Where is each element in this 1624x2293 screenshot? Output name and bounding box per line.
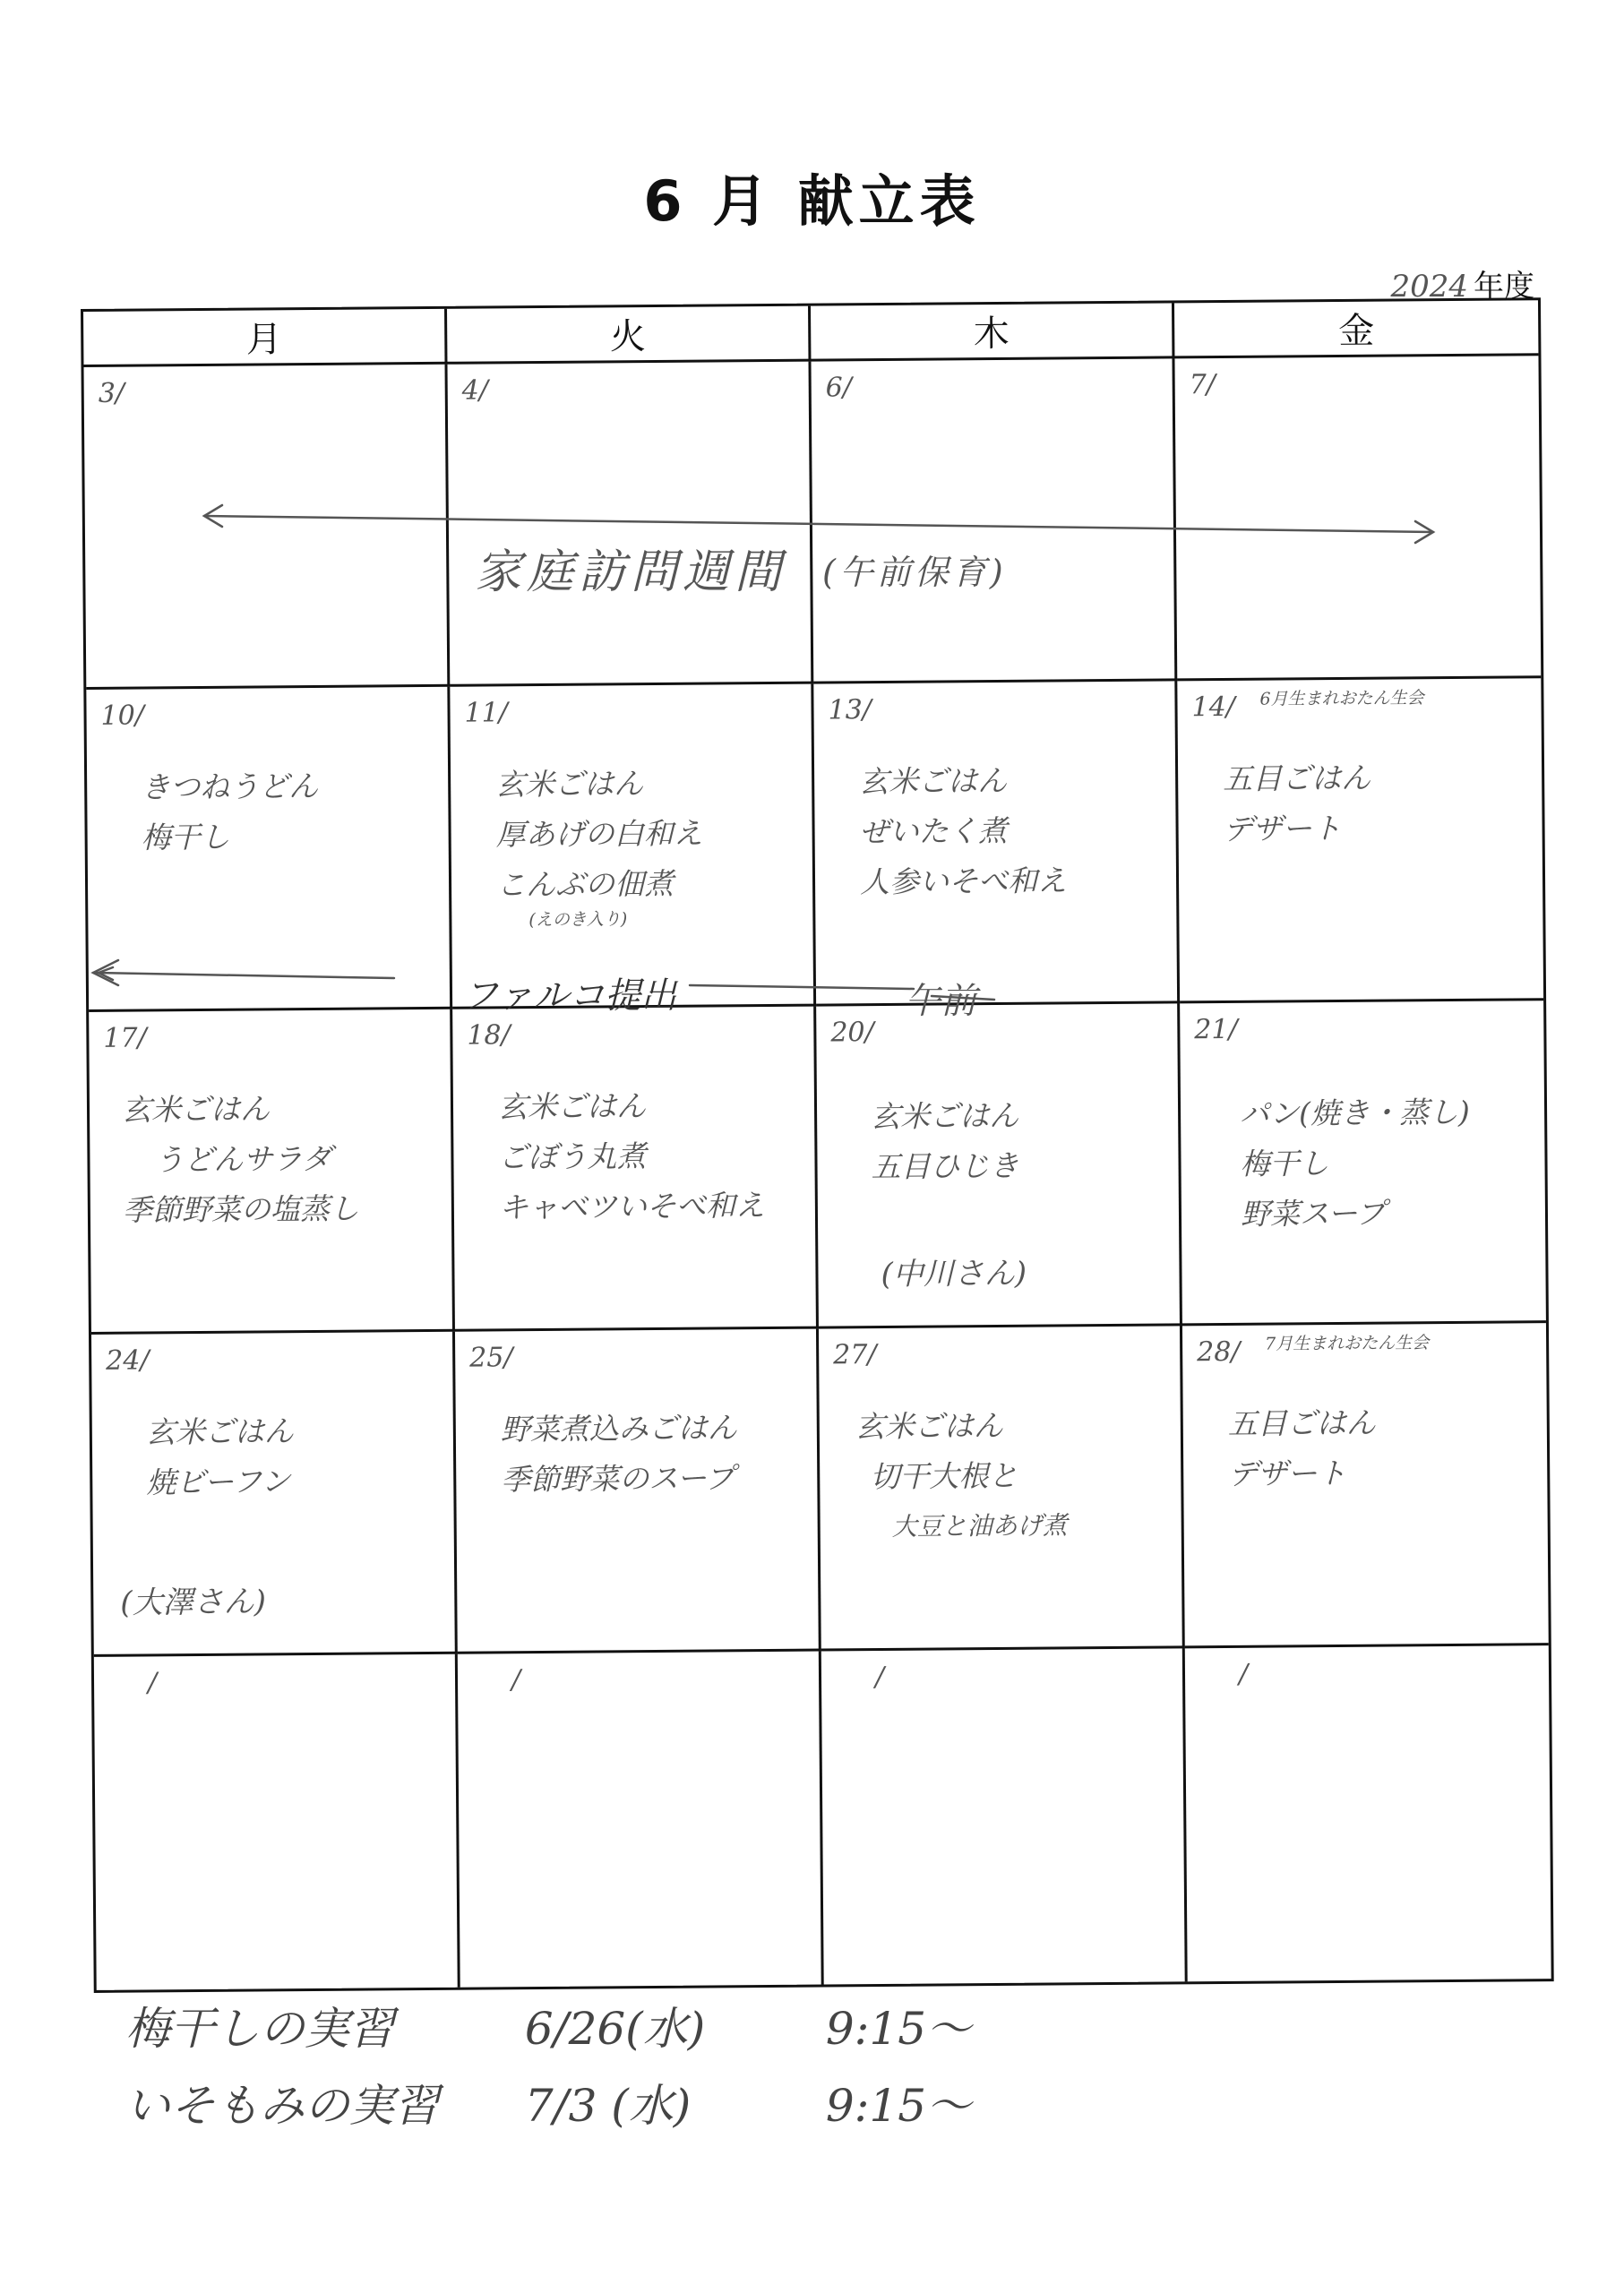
day-date: 10/ <box>100 700 144 732</box>
weekday-header: 木 <box>811 303 1174 361</box>
day-date: 27/ <box>833 1339 877 1371</box>
day-cell <box>1177 678 1543 1003</box>
weekday-header: 火 <box>447 306 811 365</box>
farco-label: ファルコ提出 <box>462 975 677 1017</box>
day-menu <box>871 1091 1019 1192</box>
morning-label: 午前 <box>905 981 976 1022</box>
day-date: 3/ <box>98 377 125 409</box>
day-date: / <box>147 1667 158 1699</box>
menu-item: 玄米ごはん <box>495 766 644 803</box>
menu-item: 大豆と油あげ煮 <box>891 1510 1068 1542</box>
day-menu <box>1228 1398 1377 1499</box>
day-date: 18/ <box>467 1019 511 1052</box>
menu-item: 玄米ごはん <box>121 1091 271 1128</box>
menu-item: 梅干し <box>141 819 230 855</box>
training-time: 9:15〜 <box>825 2080 972 2132</box>
day-menu <box>1240 1087 1471 1240</box>
year-suffix: 年度 <box>1474 269 1534 305</box>
day-date: 28/ <box>1197 1335 1241 1369</box>
menu-item: 玄米ごはん <box>497 1088 647 1125</box>
day-menu <box>498 1080 765 1232</box>
day-date: 20/ <box>830 1017 874 1049</box>
training-date: 6/26(水) <box>524 2003 706 2055</box>
menu-item: 五目ごはん <box>1223 760 1371 797</box>
menu-item: デザート <box>1223 810 1342 846</box>
menu-item: キャベツいそべ和え <box>498 1188 766 1225</box>
home-visit-label: 家庭訪問週間 <box>475 545 787 599</box>
day-staff-note: (中川さん) <box>881 1255 1027 1293</box>
menu-item: 厚あげの白和え <box>495 815 703 853</box>
day-date: 25/ <box>469 1342 513 1374</box>
menu-item: 玄米ごはん <box>870 1097 1019 1135</box>
weekday-header: 月 <box>83 309 447 367</box>
day-event: 6月生まれおたん生会 <box>1259 688 1424 709</box>
day-cell <box>89 1009 455 1335</box>
day-date: / <box>511 1664 521 1696</box>
training-notes <box>125 1993 971 2147</box>
menu-item: デザート <box>1228 1455 1347 1491</box>
day-cell <box>86 687 452 1012</box>
day-cell <box>84 365 451 690</box>
training-date: 7/3 (水) <box>524 2080 692 2132</box>
menu-item: こんぶの佃煮 <box>495 865 675 903</box>
day-cell <box>447 362 813 687</box>
menu-item: 玄米ごはん <box>859 762 1008 800</box>
day-menu <box>146 1406 295 1507</box>
menu-item: 五目ひじき <box>871 1147 1019 1185</box>
day-cell <box>94 1654 460 1990</box>
day-cell <box>1180 1001 1546 1326</box>
day-menu <box>495 759 703 931</box>
day-cell <box>1174 356 1541 681</box>
menu-item: ぜいたく煮 <box>859 812 1008 850</box>
menu-item: 切干大根と <box>870 1457 1018 1495</box>
day-cell <box>450 684 816 1009</box>
day-cell <box>816 1003 1182 1328</box>
day-cell <box>1185 1645 1551 1981</box>
day-cell <box>813 681 1180 1006</box>
menu-calendar <box>81 297 1554 1993</box>
menu-item: 季節野菜のスープ <box>501 1460 735 1498</box>
menu-item: パン(焼き・蒸し) <box>1239 1094 1470 1131</box>
day-date: / <box>1238 1658 1249 1690</box>
day-date: 14/ <box>1191 691 1235 724</box>
day-cell <box>91 1332 458 1657</box>
day-date: 7/ <box>1189 369 1216 401</box>
day-cell <box>458 1652 824 1988</box>
year-value: 2024 <box>1390 269 1468 305</box>
menu-item: 人参いそべ和え <box>859 863 1068 900</box>
menu-item: きつねうどん <box>141 768 319 805</box>
day-date: 6/ <box>825 372 853 404</box>
training-note <box>125 2070 971 2147</box>
menu-item-note: (えのき入り) <box>528 909 628 931</box>
training-time: 9:15〜 <box>825 2003 972 2055</box>
day-cell <box>452 1007 819 1332</box>
day-menu <box>141 761 319 863</box>
day-menu <box>859 755 1067 907</box>
menu-item: 玄米ごはん <box>855 1407 1003 1445</box>
day-date: 24/ <box>106 1344 150 1377</box>
menu-item: 玄米ごはん <box>145 1413 294 1450</box>
page-title: 6 月 献立表 <box>643 168 981 234</box>
day-date: 11/ <box>464 697 508 729</box>
day-date: / <box>874 1662 885 1694</box>
day-cell <box>455 1329 821 1654</box>
day-date: 21/ <box>1194 1013 1238 1046</box>
day-cell <box>811 358 1177 683</box>
day-cell <box>1182 1323 1549 1648</box>
day-cell <box>821 1648 1188 1984</box>
menu-item: ごぼう丸煮 <box>498 1138 647 1175</box>
day-menu <box>855 1400 1068 1552</box>
day-staff-note: (大澤さん) <box>120 1584 267 1621</box>
weekday-header: 金 <box>1174 300 1538 358</box>
menu-item: 季節野菜の塩蒸し <box>122 1190 360 1228</box>
training-label: いそもみの実習 <box>125 2080 439 2132</box>
training-note <box>125 1993 971 2070</box>
training-label: 梅干しの実習 <box>125 2003 394 2055</box>
menu-item: 五目ごはん <box>1227 1404 1376 1441</box>
morning-care-label: (午前保育) <box>822 553 1007 592</box>
menu-item: 焼ビーフン <box>146 1464 291 1500</box>
day-date: 13/ <box>828 694 872 726</box>
day-date: 4/ <box>461 374 489 407</box>
day-menu <box>122 1084 359 1236</box>
day-event: 7月生まれおたん生会 <box>1265 1333 1430 1354</box>
day-menu <box>1223 753 1371 855</box>
menu-item: 梅干し <box>1240 1146 1329 1181</box>
day-menu <box>501 1403 738 1505</box>
day-date: 17/ <box>103 1022 147 1054</box>
menu-item: うどんサラダ <box>154 1140 332 1178</box>
day-cell <box>819 1326 1185 1651</box>
menu-item: 野菜煮込みごはん <box>500 1410 737 1447</box>
menu-item: 野菜スープ <box>1240 1195 1386 1232</box>
